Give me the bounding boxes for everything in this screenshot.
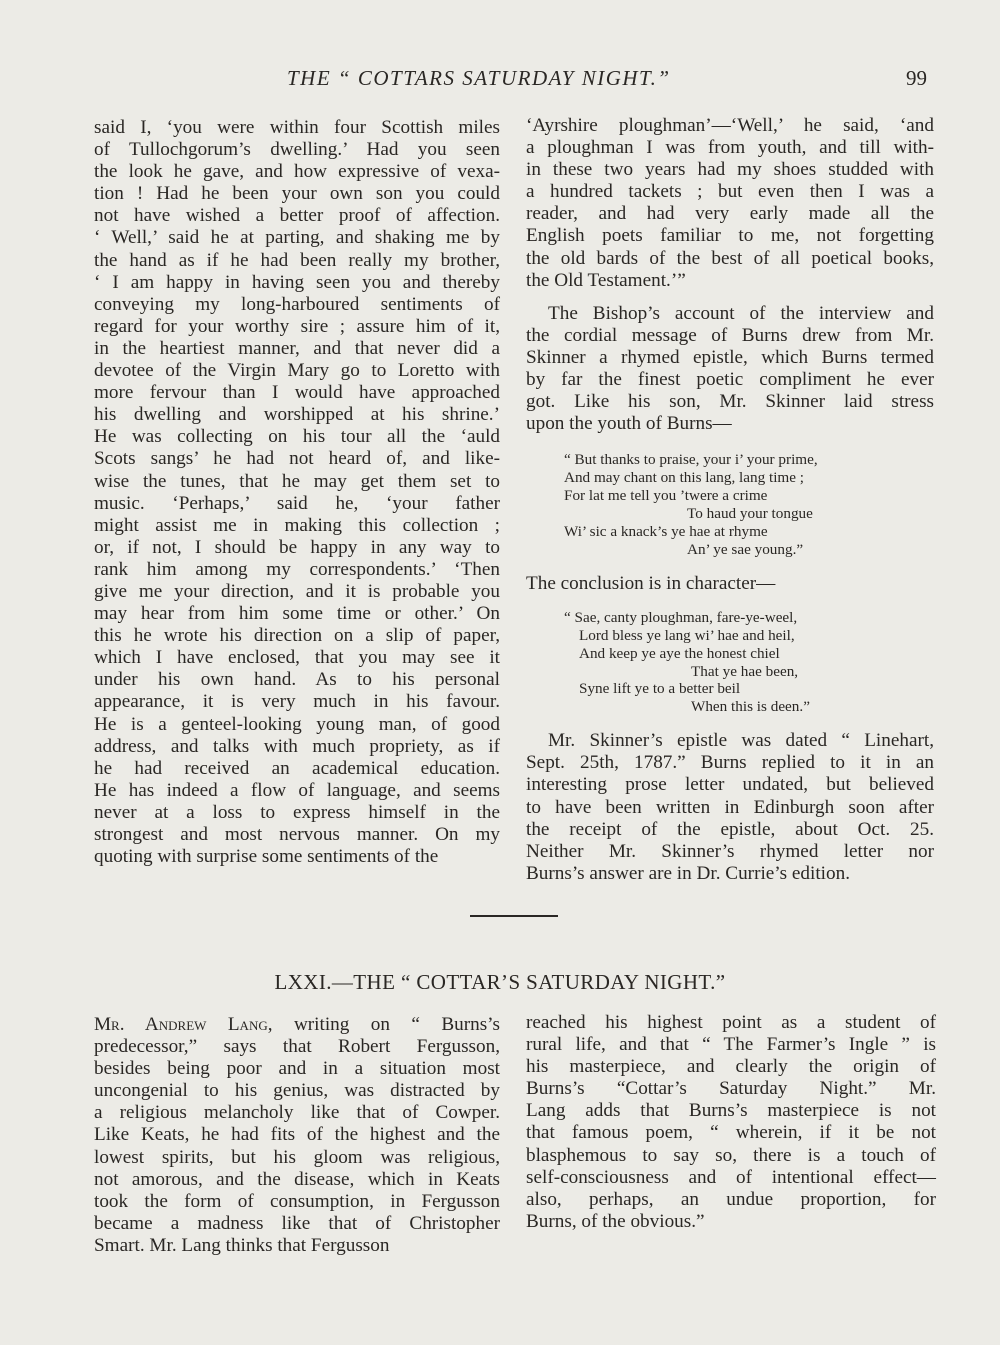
text-line: by far the finest poetic compliment he ever bbox=[526, 369, 934, 391]
text-line: rank him among my correspondents.’ ‘Then bbox=[94, 558, 500, 580]
left-column-bottom bbox=[94, 1014, 500, 1257]
text-line: appearance, it is very much in his favour. bbox=[94, 691, 500, 713]
verse-stanza-farewell bbox=[526, 609, 934, 716]
text-line: his masterpiece, and clearly the origin of bbox=[526, 1056, 936, 1078]
text-line: that famous poem, “ wherein, if it be not bbox=[526, 1122, 936, 1144]
text-line: of Tullochgorum’s dwelling.’ Had you seen bbox=[94, 139, 500, 161]
bishop-account-paragraph bbox=[526, 303, 934, 436]
verse-line: Lord bless ye lang wi’ hae and heil, bbox=[579, 626, 795, 644]
text-line: also, perhaps, an undue proportion, for bbox=[526, 1188, 936, 1210]
text-line: regard for your worthy sire ; assure him of it, bbox=[94, 315, 500, 337]
text-line: lowest spirits, but his gloom was religious, bbox=[94, 1146, 500, 1168]
text-line: interesting prose letter undated, but believed bbox=[526, 774, 934, 796]
right-column-bottom bbox=[526, 1012, 936, 1233]
text-line: the receipt of the epistle, about Oct. 25. bbox=[526, 818, 934, 840]
text-line: he had received an academical education. bbox=[94, 757, 500, 779]
text-line: took the form of consumption, in Fergusson bbox=[94, 1190, 500, 1212]
text-line: Skinner a rhymed epistle, which Burns termed bbox=[526, 346, 934, 368]
text-line bbox=[94, 1014, 500, 1036]
text-line: to have been written in Edinburgh soon after bbox=[526, 796, 934, 818]
section-divider bbox=[470, 915, 558, 917]
text-line: more fervour than I would have approached bbox=[94, 382, 500, 404]
lang-paragraph-end bbox=[526, 1012, 936, 1233]
author-name: Mr. Andrew Lang, bbox=[94, 1014, 273, 1035]
text-line: which I have enclosed, that you may see it bbox=[94, 647, 500, 669]
text-line: rural life, and that “ The Farmer’s Ingle ” is bbox=[526, 1034, 936, 1056]
text-line: music. ‘Perhaps,’ said he, ‘your father bbox=[94, 492, 500, 514]
text-line: became a madness like that of Christopher bbox=[94, 1212, 500, 1234]
right-column-top bbox=[526, 115, 934, 885]
text-line: devotee of the Virgin Mary go to Loretto with bbox=[94, 360, 500, 382]
text-line: strongest and most nervous manner. On my bbox=[94, 824, 500, 845]
epistle-date-paragraph bbox=[526, 730, 934, 885]
text-line: reached his highest point as a student of bbox=[526, 1012, 936, 1033]
text-line: this he wrote his direction on a slip of paper, bbox=[94, 625, 500, 647]
verse-line: That ye hae been, bbox=[691, 662, 799, 680]
text-line: give me your direction, and it is probable you bbox=[94, 580, 500, 602]
text-line: not amorous, and the disease, which in Keats bbox=[94, 1168, 500, 1190]
text-line: in the heartiest manner, and that never did a bbox=[94, 337, 500, 359]
text-line: besides being poor and in a situation most bbox=[94, 1058, 500, 1080]
left-column-top bbox=[94, 117, 500, 868]
text-line: never at a loss to express himself in the bbox=[94, 801, 500, 823]
text-line: Neither Mr. Skinner’s rhymed letter nor bbox=[526, 840, 934, 862]
verse-line: An’ ye sae young.” bbox=[687, 540, 804, 558]
text-line: address, and talks with much propriety, as if bbox=[94, 735, 500, 757]
text-line: Burns, of the obvious.” bbox=[526, 1210, 705, 1232]
text-line: wise the tunes, that he may get them set to bbox=[94, 470, 500, 492]
text-line: a religious melancholy like that of Cowper. bbox=[94, 1102, 500, 1124]
text-line: Burns’s answer are in Dr. Currie’s edition. bbox=[526, 862, 850, 884]
text-line: self-consciousness and of intentional effect— bbox=[526, 1166, 936, 1188]
text-line: got. Like his son, Mr. Skinner laid stress bbox=[526, 391, 934, 413]
text-line: conveying my long-harboured sentiments of bbox=[94, 293, 500, 315]
text-line: Sept. 25th, 1787.” Burns replied to it in an bbox=[526, 752, 934, 774]
text-line: He is a genteel-looking young man, of good bbox=[94, 713, 500, 735]
text-line: Smart. Mr. Lang thinks that Fergusson bbox=[94, 1234, 390, 1256]
text-line: the hand as if he had been really my brother, bbox=[94, 249, 500, 271]
verse-line: When this is deen.” bbox=[691, 698, 810, 716]
verse-line: “ Sae, canty ploughman, fare-ye-weel, bbox=[564, 608, 798, 626]
text-line: Scots sangs’ he had not heard of, and like- bbox=[94, 448, 500, 470]
text-line: Like Keats, he had fits of the highest and the bbox=[94, 1124, 500, 1146]
text-line: tion ! Had he been your own son you could bbox=[94, 183, 500, 205]
text-line: upon the youth of Burns— bbox=[526, 413, 732, 435]
text-line: the look he gave, and how expressive of vexa- bbox=[94, 161, 500, 183]
text-fragment: writing on “ Burns’s bbox=[272, 1014, 500, 1035]
text-line: a hundred tackets ; but even then I was a bbox=[526, 181, 934, 203]
text-line: or, if not, I should be happy in any way to bbox=[94, 536, 500, 558]
text-line: said I, ‘you were within four Scottish miles bbox=[94, 117, 500, 138]
text-line: the Old Testament.’” bbox=[526, 269, 686, 291]
text-line: He was collecting on his tour all the ‘auld bbox=[94, 426, 500, 448]
text-line: reader, and had very early made all the bbox=[526, 203, 934, 225]
text-line: may hear from him some time or other.’ On bbox=[94, 603, 500, 625]
verse-line: Syne lift ye to a better beil bbox=[579, 680, 741, 698]
text-line: quoting with surprise some sentiments of the bbox=[94, 846, 439, 868]
text-line: uncongenial to his genius, was distracted by bbox=[94, 1080, 500, 1102]
verse-line: And may chant on this lang, lang time ; bbox=[564, 469, 805, 487]
text-line: a ploughman I was from youth, and till with- bbox=[526, 137, 934, 159]
lang-paragraph-start bbox=[94, 1014, 500, 1257]
text-line: ‘Ayrshire ploughman’—‘Well,’ he said, ‘and bbox=[526, 115, 934, 136]
text-line: not have wished a better proof of affection. bbox=[94, 205, 500, 227]
verse-line: For lat me tell you ’twere a crime bbox=[564, 487, 768, 505]
text-line: The Bishop’s account of the interview and bbox=[548, 302, 934, 324]
text-line: Lang adds that Burns’s masterpiece is not bbox=[526, 1100, 936, 1122]
text-line: the cordial message of Burns drew from Mr. bbox=[526, 324, 934, 346]
text-line: might assist me in making this collection ; bbox=[94, 514, 500, 536]
text-line: Mr. Skinner’s epistle was dated “ Linehart, bbox=[548, 730, 934, 752]
text-line: in these two years had my shoes studded with bbox=[526, 159, 934, 181]
text-line: The conclusion is in character— bbox=[526, 572, 776, 594]
verse-stanza-youth bbox=[526, 451, 934, 558]
text-line: under his own hand. As to his personal bbox=[94, 669, 500, 691]
verse-line: “ But thanks to praise, your i’ your prime, bbox=[564, 451, 818, 469]
text-line: ‘ Well,’ said he at parting, and shaking me by bbox=[94, 227, 500, 249]
text-line: He has indeed a flow of language, and seems bbox=[94, 779, 500, 801]
text-line: the old bards of the best of all poetical books, bbox=[526, 247, 934, 269]
text-line: predecessor,” says that Robert Fergusson, bbox=[94, 1036, 500, 1058]
running-head bbox=[0, 66, 1000, 96]
text-line: his dwelling and worshipped at his shrine.’ bbox=[94, 404, 500, 426]
verse-line: To haud your tongue bbox=[687, 505, 813, 523]
text-line: ‘ I am happy in having seen you and thereby bbox=[94, 271, 500, 293]
text-line: blasphemous to say so, there is a touch of bbox=[526, 1144, 936, 1166]
running-head-title: THE “ COTTARS SATURDAY NIGHT.” bbox=[287, 66, 671, 90]
ploughman-quote-paragraph bbox=[526, 115, 934, 292]
page-number: 99 bbox=[906, 66, 927, 90]
letter-continuation-paragraph bbox=[94, 117, 500, 868]
conclusion-line bbox=[526, 573, 934, 595]
verse-line: And keep ye aye the honest chiel bbox=[579, 644, 780, 662]
section-heading: LXXI.—THE “ COTTAR’S SATURDAY NIGHT.” bbox=[274, 970, 726, 994]
verse-line: Wi’ sic a knack’s ye hae at rhyme bbox=[564, 522, 768, 540]
text-line: English poets familiar to me, not forgetting bbox=[526, 225, 934, 247]
text-line: Burns’s “Cottar’s Saturday Night.” Mr. bbox=[526, 1078, 936, 1100]
